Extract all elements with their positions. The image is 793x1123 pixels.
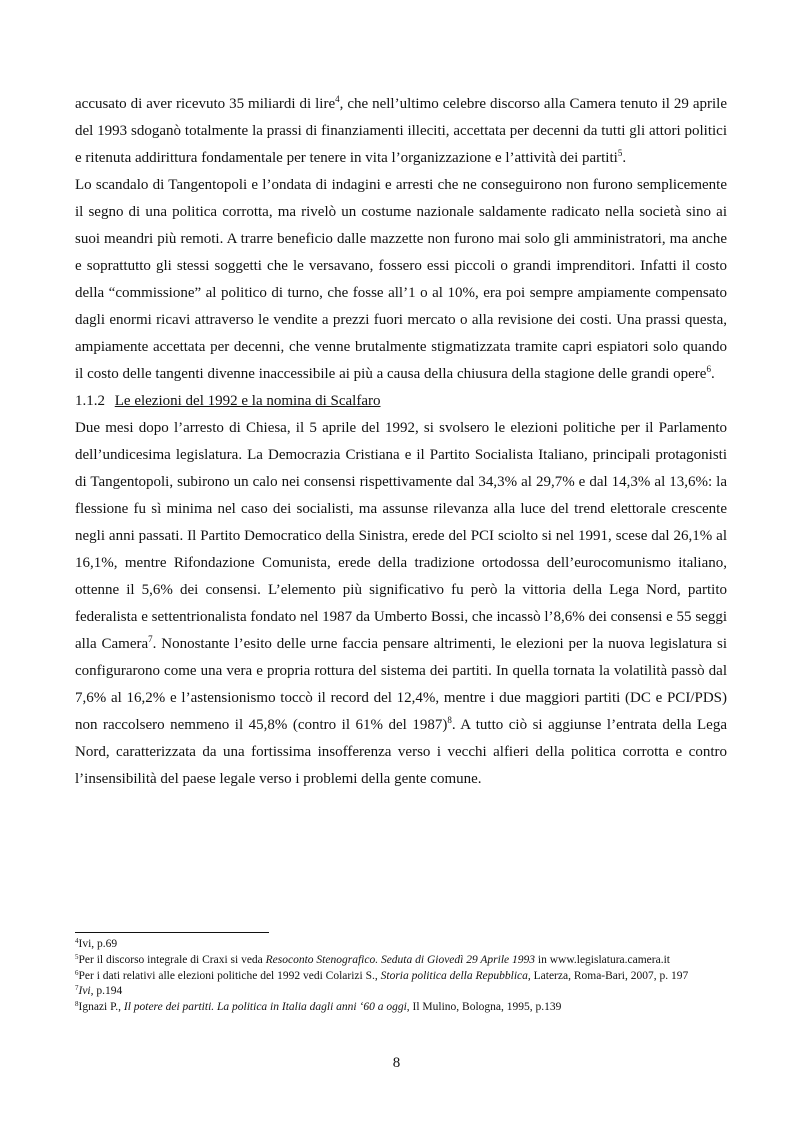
footnote-ref: 7 [148,634,153,644]
text-run: Per i dati relativi alle elezioni politiche del 1992 vedi Colarizi S., [78,969,381,982]
footnote-ref: 8 [447,715,452,725]
footnote [75,984,727,1000]
footnote-number: 7 [75,984,79,993]
footnote-ref: 5 [617,148,623,158]
text-run: Ignazi P., [78,1001,124,1014]
paragraph [75,91,727,172]
footnote [75,937,727,953]
footnote-separator [75,932,269,933]
section-title: Le elezioni del 1992 e la nomina di Scalfaro [114,393,381,409]
footnote-number: 5 [75,952,79,961]
text-run: accusato di aver ricevuto 35 miliardi di lire [75,96,336,112]
footnote-number: 4 [75,937,79,945]
footnote-number: 6 [75,968,79,977]
paragraphs-bottom [75,415,727,793]
text-run: , che nell’ultimo celebre discorso alla Camera tenuto il 29 aprile del 1993 sdoganò totalmente la prassi di finanziamenti illeciti, accettata per decenni da tutti gli attori politici e ritenuta addirittura fondamentale per tenere in vita l’organizzazione e l’attività dei partiti [75,96,727,166]
text-run: Laterza, Roma-Bari, 2007, p. 197 [530,969,689,982]
text-run: Ivi, p.69 [78,938,118,950]
section-number: 1.1.2 [75,393,105,409]
page-number: 8 [392,1055,401,1071]
footnote-number: 8 [75,1000,79,1009]
italic-text: Ivi, [78,985,94,998]
italic-text: Storia politica della Repubblica, [380,969,531,982]
paragraphs-top [75,91,727,388]
text-run: Per il discorso integrale di Craxi si veda [78,953,266,966]
footnotes [75,937,727,1016]
footnote-ref: 4 [335,94,340,104]
text-run: . [710,366,715,382]
text-run: Lo scandalo di Tangentopoli e l’ondata di indagini e arresti che ne conseguirono non furono semplicemente il segno di una politica corrotta, ma rivelò un costume nazionale saldamente radicato nella società sino ai suoi meandri più remoti. A trarre beneficio dalle mazzette non furono mai solo gli amministratori, ma anche e soprattutto gli stessi soggetti che le versavano, fossero essi piccoli o grandi imprenditori. Infatti il costo della “commissione” al politico di turno, che fosse all’1 o al 10%, era poi sempre ampiamente compensato dagli enormi ricavi attraverso le vendite a prezzi fuori mercato o alla revisione dei costi. Una prassi questa, ampiamente accettata per decenni, che venne brutalmente stigmatizzata tramite capri espiatori solo quando il costo delle tangenti divenne inaccessibile ai più a causa della chiusura della stagione delle grandi opere [75,177,727,382]
footnote [75,1000,727,1016]
text-run: . A tutto ciò si aggiunse l’entrata della Lega Nord, caratterizzata da una fortissima insofferenza verso i vecchi alfieri della politica corrotta e contro l’insensibilità del paese legale verso i problemi della gente comune. [75,717,727,787]
footnote-ref: 6 [706,364,711,374]
italic-text: Il potere dei partiti. La politica in Italia dagli anni ‘60 a oggi [123,1001,407,1014]
text-run: p.194 [93,985,123,998]
paragraph [75,172,727,388]
text-run: , Il Mulino, Bologna, 1995, p.139 [406,1001,562,1014]
paragraph [75,415,727,793]
text-run: . [622,150,627,166]
document-body [75,91,727,793]
footnote [75,969,727,985]
text-run: Due mesi dopo l’arresto di Chiesa, il 5 aprile del 1992, si svolsero le elezioni politiche per il Parlamento dell’undicesima legislatura. La Democrazia Cristiana e il Partito Socialista Italiano, principali protagonisti di Tangentopoli, subirono un calo nei consensi rispettivamente dal 34,3% al 29,7% e dal 14,3% al 13,6%: la flessione fu sì minima nel caso dei socialisti, ma assunse rilevanza alla luce del trend elettorale crescente negli anni passati. Il Partito Democratico della Sinistra, erede del PCI sciolto si nel 1991, scese dal 26,1% al 16,1%, mentre Rifondazione Comunista, erede della tradizione ortodossa dell’eurocomunismo italiano, ottenne il 5,6% dei consensi. L’elemento più significativo fu però la vittoria della Lega Nord, partito federalista e settentrionalista fondato nel 1987 da Umberto Bossi, che incassò l’8,6% dei consensi e 55 seggi alla Camera [75,420,727,652]
italic-text: Resoconto Stenografico. Seduta di Giovedì 29 Aprile 1993 [265,953,536,966]
text-run: . Nonostante l’esito delle urne faccia pensare altrimenti, le elezioni per la nuova legislatura si configurarono come una vera e propria rottura del sistema dei partiti. In quella tornata la volatilità passò dal 7,6% al 16,2% e l’astensionismo toccò il record del 12,4%, mentre i due maggiori partiti (DC e PCI/PDS) non raccolsero nemmeno il 45,8% (contro il 61% del 1987) [75,636,728,733]
footnote [75,953,727,969]
text-run: in www.legislatura.camera.it [535,953,670,966]
section-heading [75,388,727,415]
